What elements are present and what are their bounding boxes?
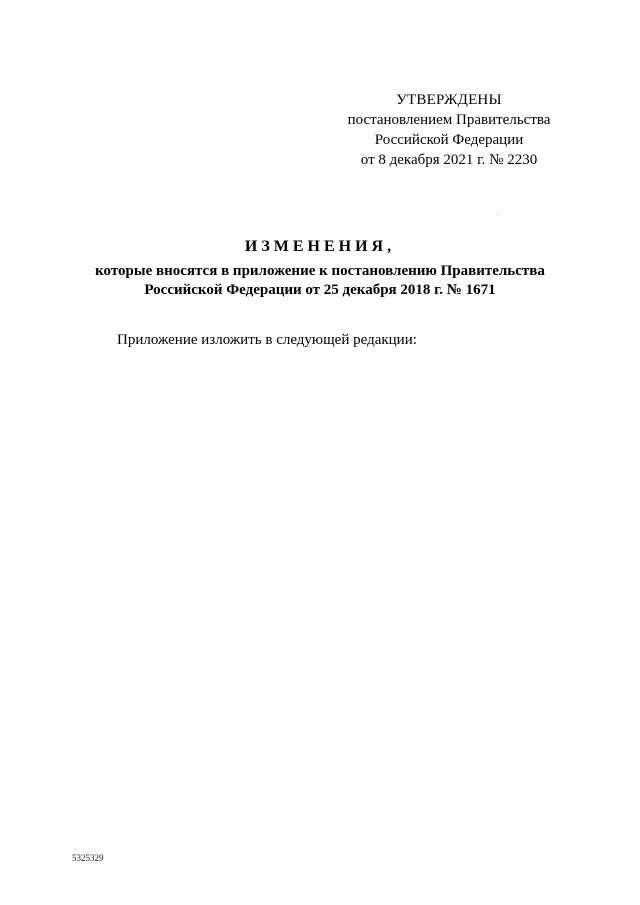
approval-stamp (330, 90, 568, 170)
document-code: 5325329 (72, 853, 104, 863)
subheading-line-1: которые вносятся в приложение к постановлению Правительства (95, 263, 545, 279)
document-heading: ИЗМЕНЕНИЯ, (244, 238, 396, 255)
subheading-line-2: Российской Федерации от 25 декабря 2018 г. № 1671 (144, 282, 496, 298)
approval-line-1: постановлением Правительства (347, 112, 551, 128)
approval-title: УТВЕРЖДЕНЫ (396, 92, 502, 108)
body-paragraph: Приложение изложить в следующей редакции: (117, 332, 417, 348)
scan-speck (498, 214, 499, 215)
approval-line-2: Российской Федерации (374, 132, 524, 148)
approval-line-3: от 8 декабря 2021 г. № 2230 (360, 152, 538, 168)
document-subheading (60, 262, 580, 300)
